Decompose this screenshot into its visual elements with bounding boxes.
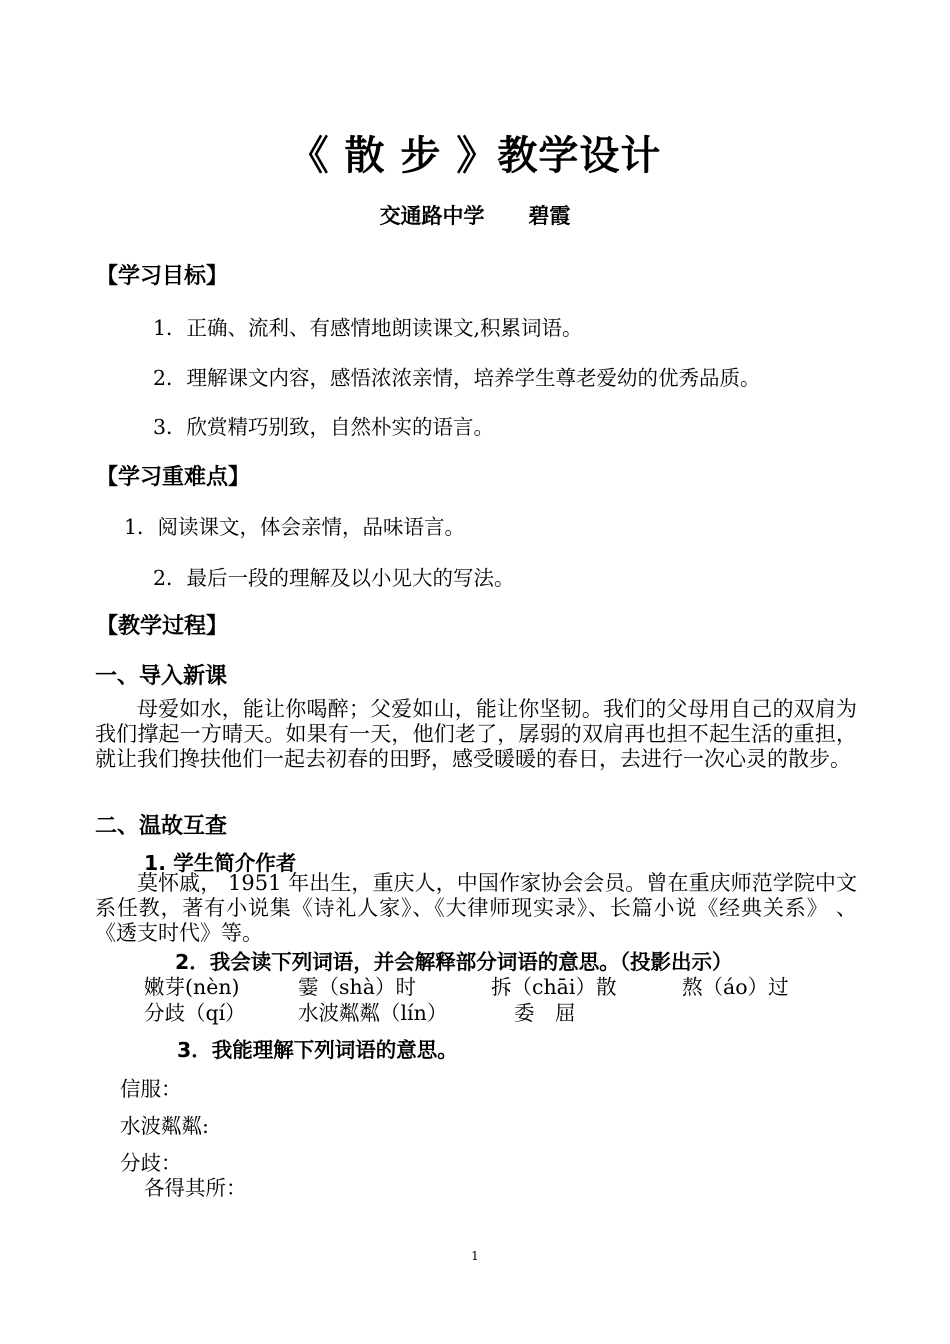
vocab-word: 水波粼粼（lín） [298,1001,448,1025]
author-intro-heading: 1. 学生简介作者 [144,851,297,875]
part2-heading: 二、温故互查 [95,814,228,839]
objective-item: 1．正确、流利、有感情地朗读课文,积累词语。 [153,316,583,340]
process-heading: 【教学过程】 [96,614,229,639]
vocab-word: 霎（shà）时 [298,975,416,999]
part1-heading: 一、导入新课 [95,664,228,689]
author-intro-paragraph: 莫怀戚， 1951 年出生，重庆人，中国作家协会会员。曾在重庆师范学院中文系任教，著有小说集《诗礼人家》、《大律师现实录》、长篇小说《经典关系》 、《透支时代》等。 [95,871,857,945]
objective-item: 3．欣赏精巧别致，自然朴实的语言。 [153,415,495,439]
term-item: 各得其所： [144,1176,247,1200]
part1-paragraph: 母爱如水，能让你喝醉；父爱如山，能让你坚韧。我们的父母用自己的双肩为我们撑起一方晴天。如果有一天，他们老了，孱弱的双肩再也担不起生活的重担，就让我们搀扶他们一起去初春的田野，感受暖暖的春日，去进行一次心灵的散步。 [95,697,857,771]
vocab-word: 委 屈 [514,1001,576,1025]
document-title: 《 散 步 》教学设计 [288,133,662,179]
objective-item: 2．理解课文内容，感悟浓浓亲情，培养学生尊老爱幼的优秀品质。 [153,366,761,390]
term-item: 水波粼粼: [120,1114,209,1138]
meaning-heading: 3．我能理解下列词语的意思。 [177,1038,458,1062]
vocab-word: 拆（chāi）散 [491,975,617,999]
vocab-word: 分歧（qí） [144,1001,246,1025]
key-points-heading: 【学习重难点】 [96,465,251,490]
vocab-word: 熬（áo）过 [682,975,789,999]
page-number: 1 [471,1249,479,1263]
key-point-item: 1．阅读课文，体会亲情，品味语言。 [124,515,466,539]
objectives-heading: 【学习目标】 [96,264,229,289]
term-item: 分歧： [120,1151,182,1175]
vocab-word: 嫩芽(nèn) [144,975,240,999]
vocab-heading: 2．我会读下列词语，并会解释部分词语的意思。（投影出示） [175,950,733,974]
author-line: 交通路中学 碧霞 [379,204,571,228]
term-item: 信服： [120,1077,182,1101]
key-point-item: 2．最后一段的理解及以小见大的写法。 [153,566,515,590]
